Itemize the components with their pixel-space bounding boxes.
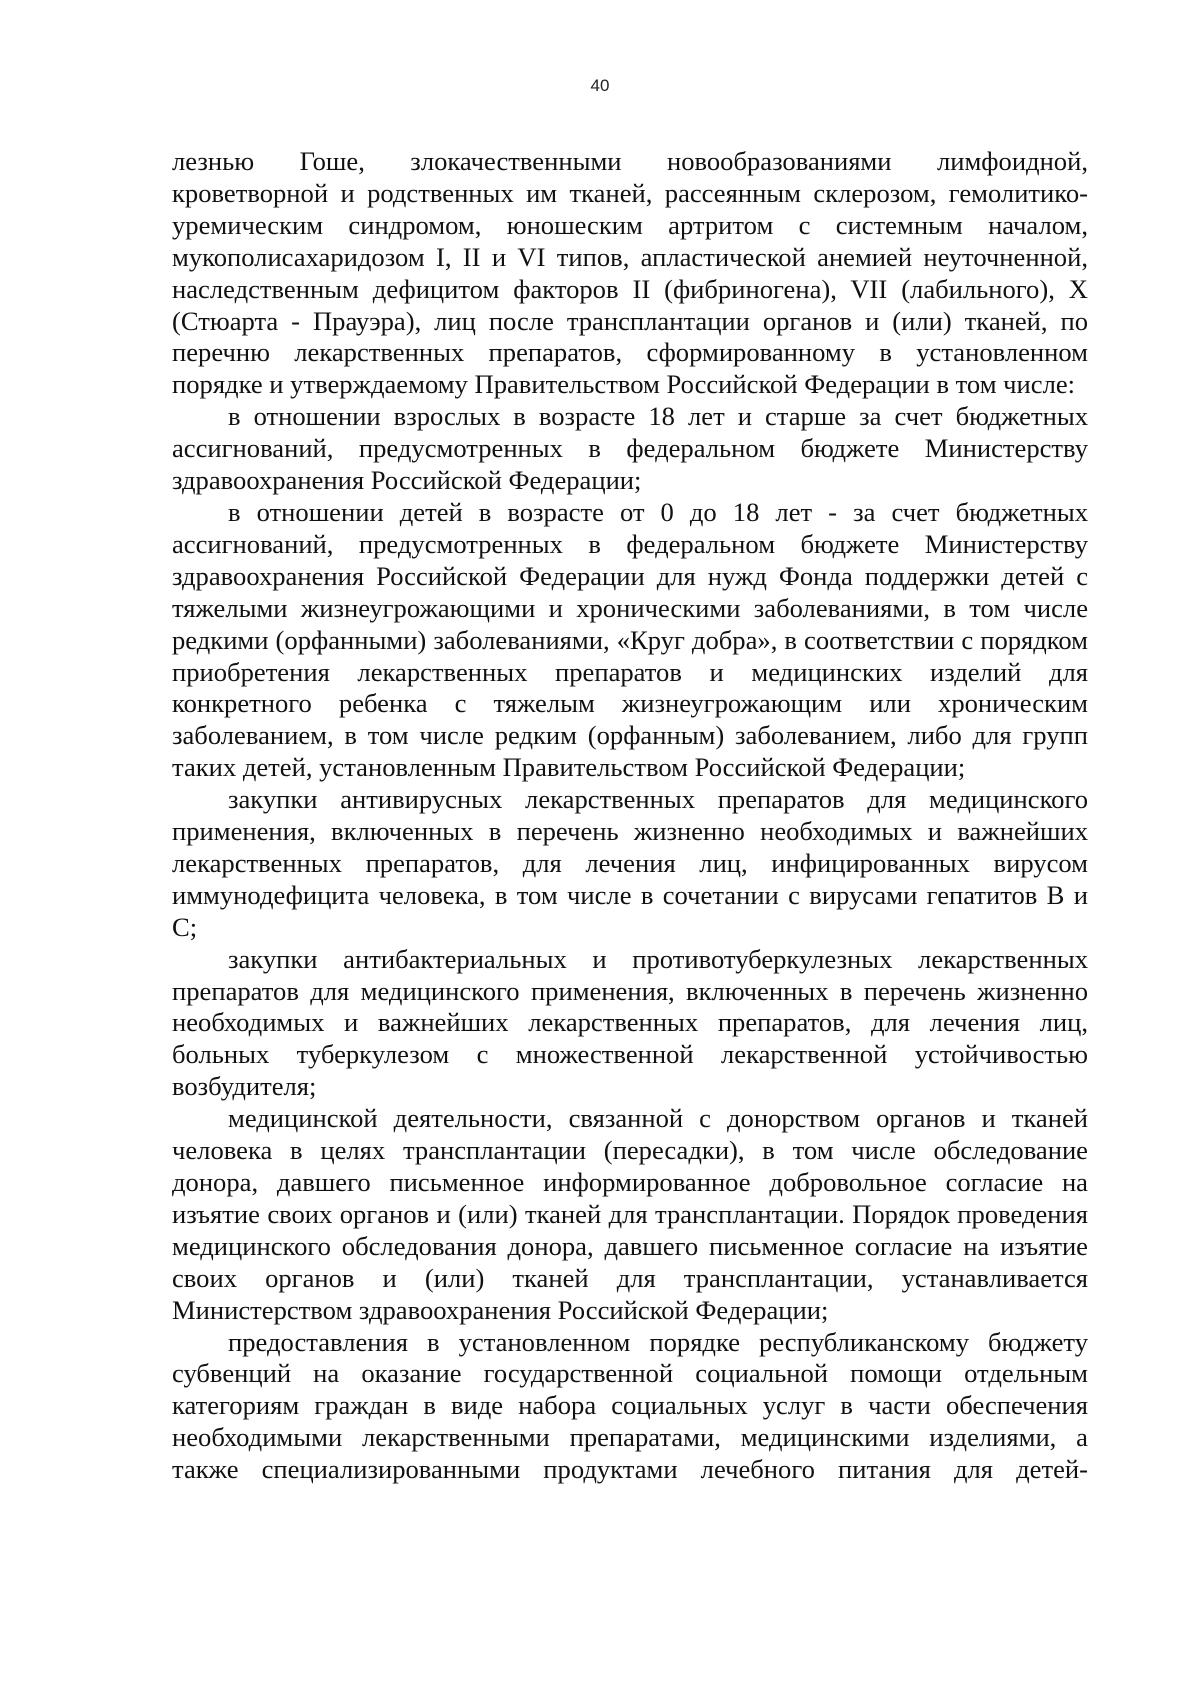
paragraph-antiviral: закупки антивирусных лекарственных препаратов для медицинского применения, включенных в перечень жизненно необходимых и важнейших лекарственных препаратов, для лечения лиц, инфицированных вирусом иммунодефицита человека, в том числе в сочетании с вирусами гепатитов B и C; (172, 784, 1088, 942)
paragraph-donation: медицинской деятельности, связанной с донорством органов и тканей человека в целях трансплантации (пересадки), в том числе обследование донора, давшего письменное информированное добровольное согласие на изъятие своих органов и (или) тканей для трансплантации. Порядок проведения медицинского обследования донора, давшего письменное согласие на изъятие своих органов и (или) тканей для трансплантации, устанавливается Министерством здравоохранения Российской Федерации; (172, 1103, 1088, 1325)
paragraph-continuation: лезнью Гоше, злокачественными новообразованиями лимфоидной, кроветворной и родственных им тканей, рассеянным склерозом, гемолитико-уремическим синдромом, юношеским артритом с системным началом, мукополисахаридозом I, II и VI типов, апластической анемией неуточненной, наследственным дефицитом факторов II (фибриногена), VII (лабильного), X (Стюарта - Прауэра), лиц после трансплантации органов и (или) тканей, по перечню лекарственных препаратов, сформированному в установленном порядке и утверждаемому Правительством Российской Федерации в том числе: (172, 146, 1088, 400)
paragraph-antibacterial: закупки антибактериальных и противотуберкулезных лекарственных препаратов для медицинского применения, включенных в перечень жизненно необходимых и важнейших лекарственных препаратов, для лечения лиц, больных туберкулезом с множественной лекарственной устойчивостью возбудителя; (172, 943, 1088, 1102)
paragraph-subventions: предоставления в установленном порядке республиканскому бюджету субвенций на оказание государственной социальной помощи отдельным категориям граждан в виде набора социальных услуг в части обеспечения необходимыми лекарственными препаратами, медицинскими изделиями, а также специализированными продуктами лечебного питания для детей- (172, 1326, 1088, 1485)
paragraph-children: в отношении детей в возрасте от 0 до 18 лет - за счет бюджетных ассигнований, предусмотренных в федеральном бюджете Министерству здравоохранения Российской Федерации для нужд Фонда поддержки детей с тяжелыми жизнеугрожающими и хроническими заболеваниями, в том числе редкими (орфанными) заболеваниями, «Круг добра», в соответствии с порядком приобретения лекарственных препаратов и медицинских изделий для конкретного ребенка с тяжелым жизнеугрожающим или хроническим заболеванием, в том числе редким (орфанным) заболеванием, либо для групп таких детей, установленным Правительством Российской Федерации; (172, 496, 1088, 783)
page-number: 40 (590, 76, 610, 95)
paragraph-adults: в отношении взрослых в возрасте 18 лет и старше за счет бюджетных ассигнований, предусмотренных в федеральном бюджете Министерству здравоохранения Российской Федерации; (172, 401, 1088, 496)
body-text (172, 146, 1088, 1486)
